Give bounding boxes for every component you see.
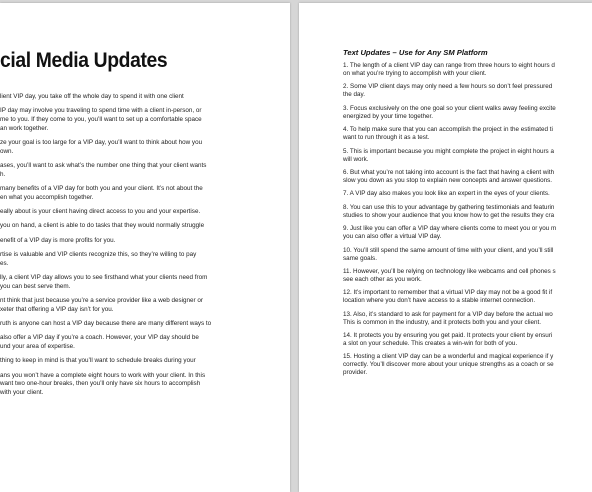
- paragraph: eally about is your client having direct access to you and your expertise.: [0, 207, 201, 215]
- paragraph: lient VIP day, you take off the whole day to spend it with one client: [0, 93, 184, 100]
- paragraph: nt think that just because you’re a service provider like a web designer or xeter that offering a VIP day isn’t for you.: [0, 297, 204, 313]
- list-item: 13. Also, it’s standard to ask for payment for a VIP day before the actual wo This is common in the industry, and it protects both you and your client.: [343, 310, 553, 326]
- paragraph: you on hand, a client is able to do tasks that they would normally struggle: [0, 222, 205, 230]
- list-item: 1. The length of a client VIP day can range from three hours to eight hours d on what you’re trying to accomplish with your client.: [343, 62, 555, 77]
- numbered-list: [343, 62, 592, 383]
- list-item: 6. But what you’re not taking into account is the fact that having a client with slow you down as you stop to explain new concepts and answer questions.: [343, 168, 555, 184]
- list-item: 12. It’s important to remember that a virtual VIP day may not be a good fit if location where you don’t have access to a stable internet connection.: [343, 289, 553, 305]
- paragraph: enefit of a VIP day is more profits for you.: [0, 236, 116, 244]
- list-item: 8. You can use this to your advantage by gathering testimonials and featurin studies to show your audience that you know how to get the results they cra: [343, 203, 555, 219]
- paragraph: rtise is valuable and VIP clients recognize this, so they’re willing to pay es.: [0, 251, 197, 267]
- paragraph-list: [0, 93, 290, 403]
- paragraph: IP day may involve you traveling to spend time with a client in-person, or me to you. If they come to you, you’ll want to set up a comfortable space an work together.: [0, 107, 202, 132]
- list-item: 10. You’ll still spend the same amount of time with your client, and you’ll still same goals.: [343, 246, 554, 262]
- document-page-left: [0, 3, 290, 492]
- paragraph: ans you won’t have a complete eight hours to work with your client. In this want two one-hour breaks, then you’ll only have six hours to accomplish with your client.: [0, 371, 206, 396]
- paragraph: many benefits of a VIP day for both you and your client. It’s not about the en what you accomplish together.: [0, 184, 203, 201]
- paragraph: thing to keep in mind is that you’ll want to schedule breaks during your: [0, 357, 196, 365]
- list-item: 15. Hosting a client VIP day can be a wonderful and magical experience if y correctly. You’ll discover more about your unique strengths as a coach or se provider.: [343, 353, 554, 377]
- list-item: 11. However, you’ll be relying on technology like webcams and cell phones s see each other as you work.: [343, 267, 556, 283]
- document-page-right: [299, 3, 592, 492]
- list-item: 4. To help make sure that you can accomplish the project in the estimated ti want to run through it as a test.: [343, 126, 553, 142]
- paragraph: lly, a client VIP day allows you to see firsthand what your clients need from you can best serve them.: [0, 274, 208, 290]
- list-item: 5. This is important because you might complete the project in eight hours a will work.: [343, 147, 554, 163]
- section-heading: Text Updates – Use for Any SM Platform: [343, 48, 488, 57]
- list-item: 2. Some VIP client days may only need a few hours so don’t feel pressured the day.: [343, 83, 553, 99]
- page-heading: cial Media Updates: [0, 49, 168, 72]
- list-item: 14. It protects you by ensuring you get paid. It protects your client by ensuri a slot on your schedule. This creates a win-win for both of you.: [343, 332, 553, 348]
- paragraph: also offer a VIP day if you’re a coach. However, your VIP day should be und your area of expertise.: [0, 334, 199, 351]
- list-item: 3. Focus exclusively on the one goal so your client walks away feeling excite energized by your time together.: [343, 104, 556, 120]
- paragraph: ze your goal is too large for a VIP day, you’ll want to think about how you own.: [0, 138, 203, 155]
- paragraph: ases, you’ll want to ask what’s the number one thing that your client wants h.: [0, 161, 207, 178]
- paragraph: ruth is anyone can host a VIP day because there are many different ways to: [0, 320, 212, 328]
- list-item: 9. Just like you can offer a VIP day where clients come to meet you or you m you can also offer a virtual VIP day.: [343, 225, 557, 241]
- list-item: 7. A VIP day also makes you look like an expert in the eyes of your clients.: [343, 190, 550, 198]
